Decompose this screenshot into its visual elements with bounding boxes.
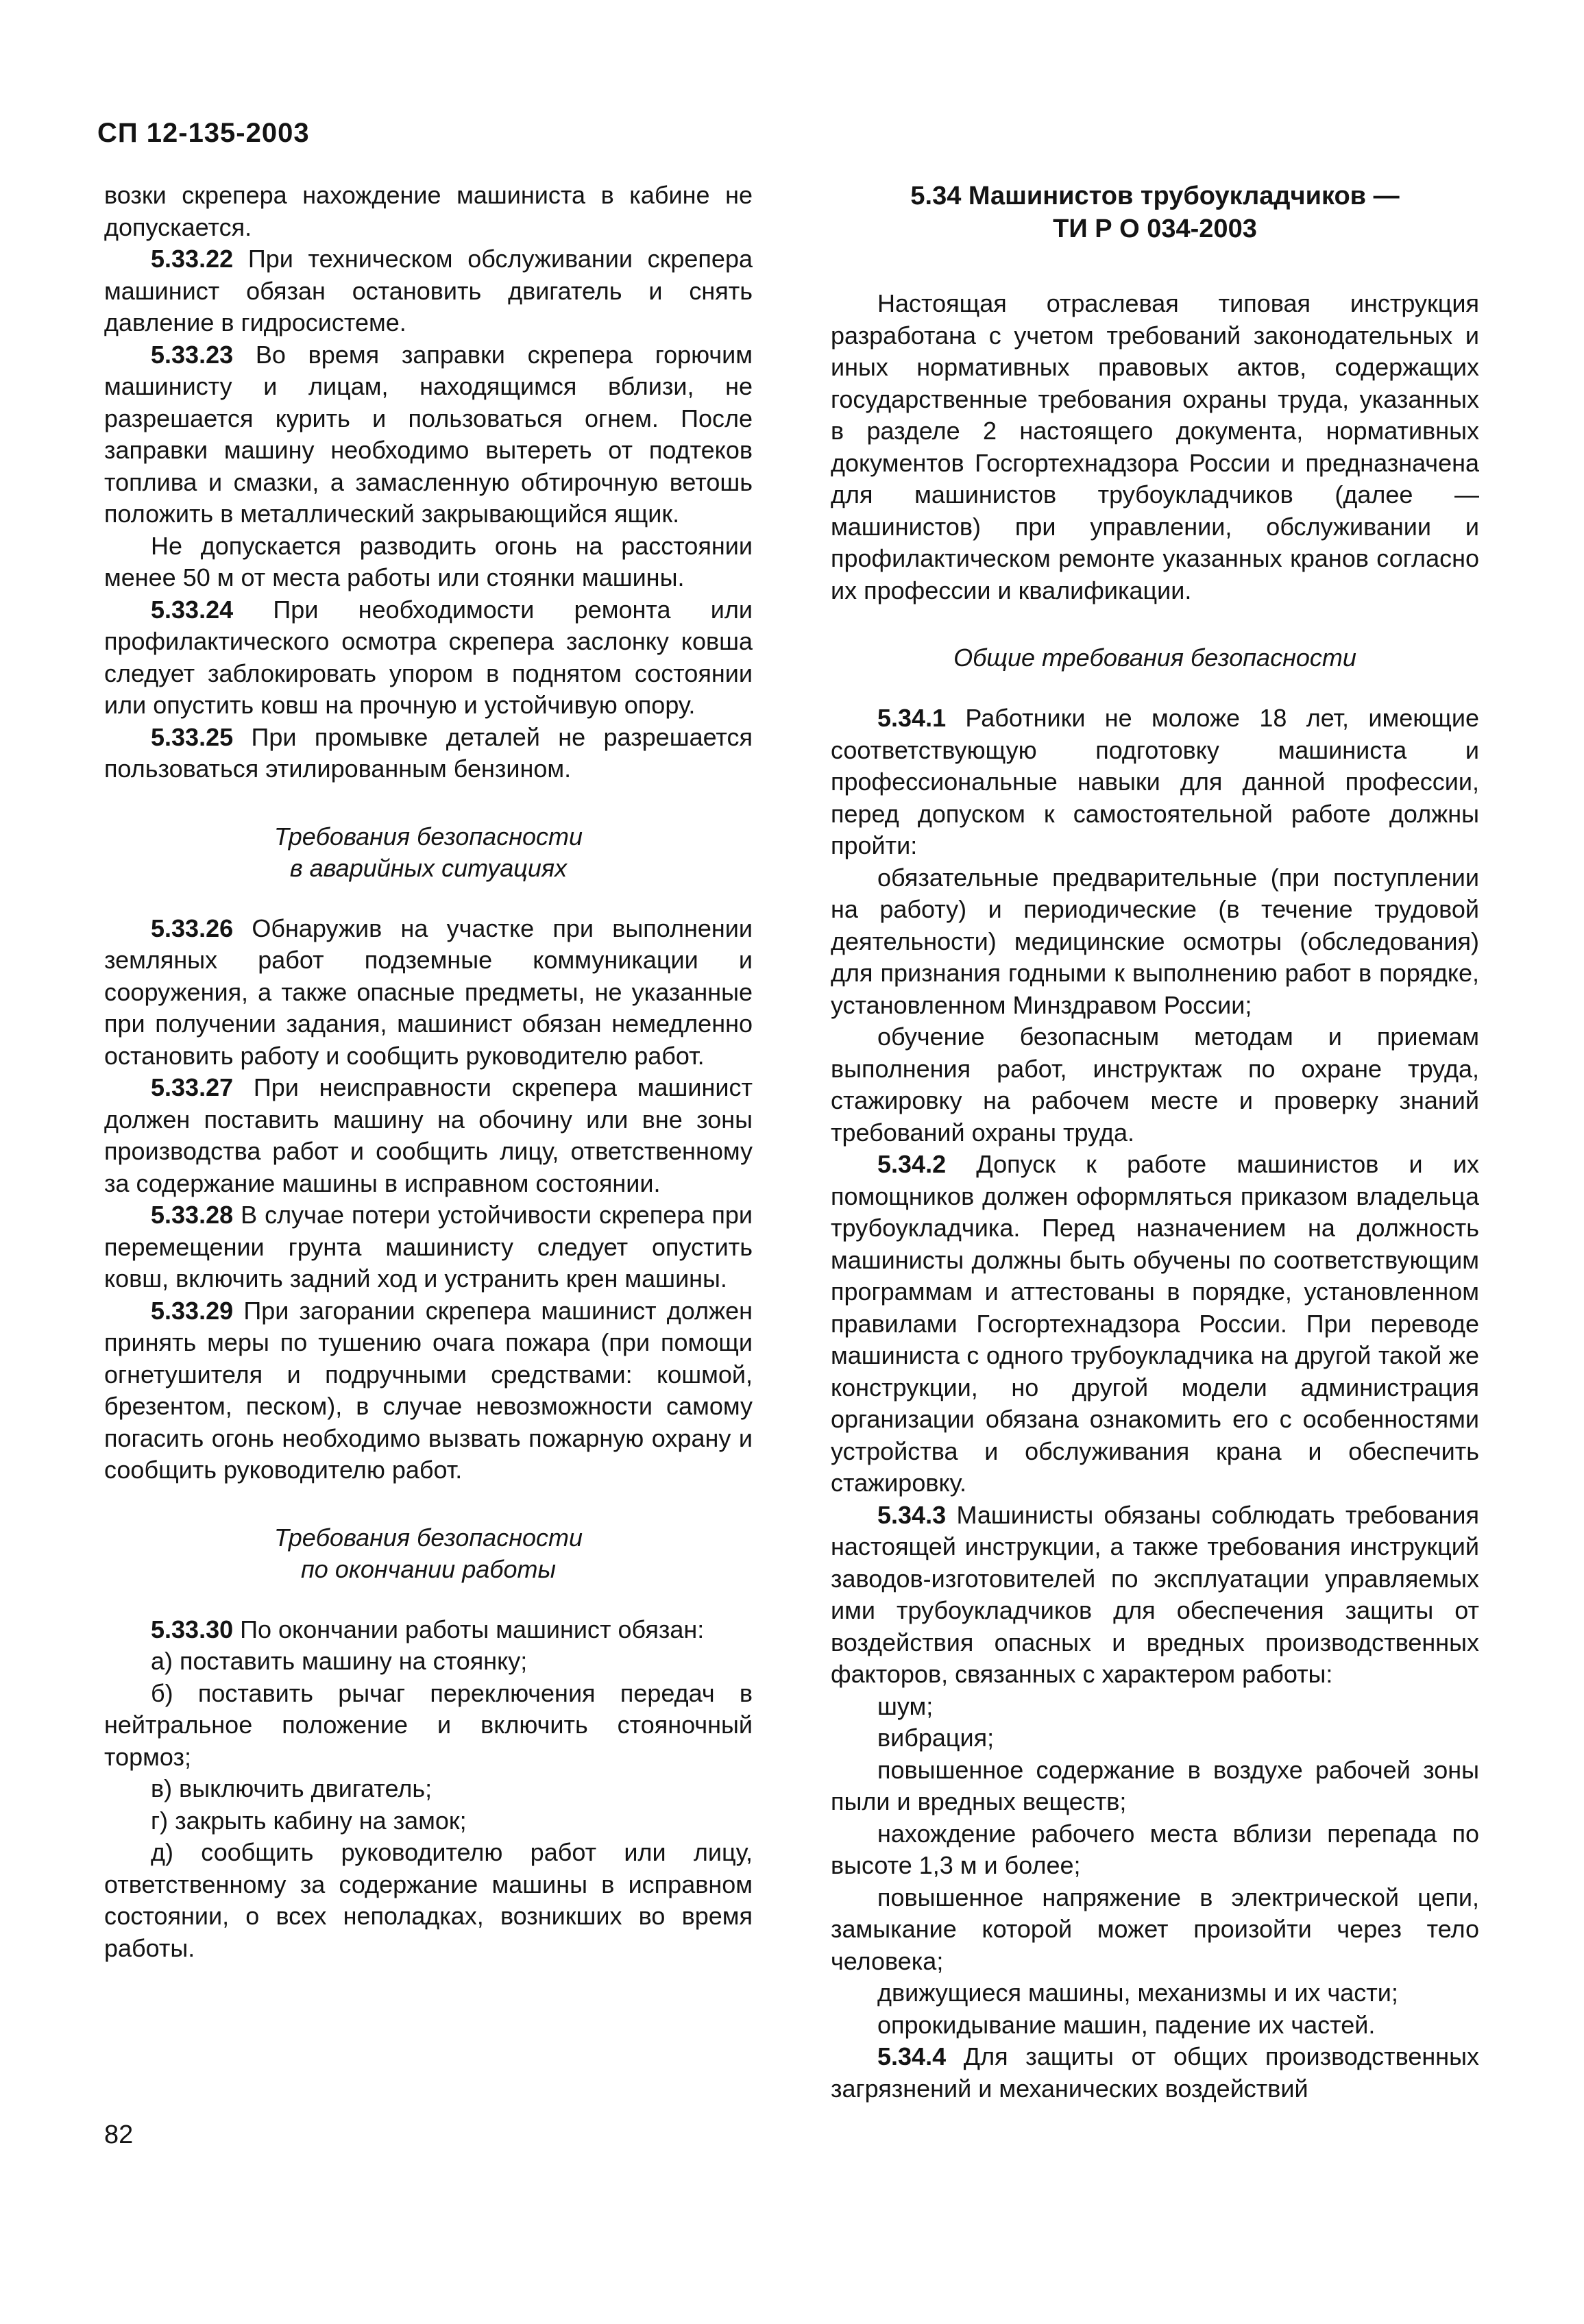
subheading-line: Требования безопасности [273, 822, 583, 851]
clause-text: Работники не моложе 18 лет, имеющие соответствующую подготовку машиниста и профессиональные навыки для данной профессии, перед допуском к самостоятельной работе должны пройти: [831, 704, 1479, 859]
list-item: вибрация; [877, 1724, 995, 1752]
clause-number: 5.33.29 [151, 1296, 234, 1325]
subheading-line: Общие требования безопасности [953, 644, 1356, 672]
list-item: в) выключить двигатель; [151, 1774, 432, 1802]
clause-number: 5.33.28 [151, 1201, 234, 1229]
page-number: 82 [104, 2120, 134, 2149]
clause-number: 5.33.26 [151, 914, 234, 942]
list-item: г) закрыть кабину на замок; [151, 1806, 467, 1835]
clause-text: Обнаружив на участке при выполнении земляных работ подземные коммуникации и сооружения, а также опасные предметы, не указанные при получении задания, машинист обязан немедленно остановить работу и сообщить руководителю работ. [104, 914, 753, 1070]
list-item: повышенное содержание в воздухе рабочей зоны пыли и вредных веществ; [831, 1755, 1479, 1815]
paragraph: возки скрепера нахождение машиниста в кабине не допускается. [104, 181, 753, 241]
list-item: д) сообщить руководителю работ или лицу, ответственному за содержание машины в исправном состоянии, о всех неполадках, возникших во время работы. [104, 1838, 753, 1962]
clause-text: Машинисты обязаны соблюдать требования настоящей инструкции, а также требования инструкций заводов-изготовителей по эксплуатации управляемых ими трубоукладчиков для обеспечения защиты от воздействия опасных и вредных производственных факторов, связанных с характером работы: [831, 1500, 1479, 1688]
paragraph-5-33-25 [104, 722, 753, 785]
paragraph: Не допускается разводить огонь на расстоянии менее 50 м от места работы или стоянки машины. [104, 531, 753, 591]
clause-text: В случае потери устойчивости скрепера при перемещении грунта машинисту следует опустить ковш, включить задний ход и устранить крен машины. [104, 1201, 753, 1293]
subheading-line: по окончании работы [301, 1554, 556, 1583]
subheading-emergency [104, 821, 753, 884]
paragraph-5-33-24 [104, 594, 753, 722]
paragraph: обучение безопасным методам и приемам выполнения работ, инструктаж по охране труда, стажировку на рабочем месте и проверку знаний требований охраны труда. [831, 1023, 1479, 1147]
clause-number: 5.33.24 [151, 595, 234, 624]
list-item: шум; [877, 1691, 934, 1720]
list-item: движущиеся машины, механизмы и их части; [877, 1979, 1398, 2007]
section-title-line: 5.34 Машинистов трубоукладчиков — [910, 182, 1400, 210]
right-column [831, 180, 1479, 2105]
clause-text: По окончании работы машинист обязан: [233, 1615, 705, 1643]
clause-number: 5.34.4 [877, 2042, 947, 2070]
paragraph-5-33-30 [104, 1614, 753, 1646]
clause-text: При промывке деталей не разрешается пользоваться этилированным бензином. [104, 722, 753, 783]
section-title [831, 180, 1479, 245]
paragraph-5-33-27 [104, 1072, 753, 1199]
clause-number: 5.33.22 [151, 245, 234, 273]
subheading-end-of-work [104, 1522, 753, 1585]
paragraph-5-34-2 [831, 1149, 1479, 1500]
list-item: повышенное напряжение в электрической цепи, замыкание которой может произойти через тело человека; [831, 1883, 1479, 1975]
clause-number: 5.33.27 [151, 1073, 234, 1101]
paragraph-5-34-1 [831, 702, 1479, 862]
subheading-line: в аварийных ситуациях [289, 853, 568, 882]
subheading-general [831, 642, 1479, 674]
section-title-line: ТИ Р О 034-2003 [1053, 215, 1257, 243]
left-column [104, 180, 753, 1964]
paragraph-5-33-28 [104, 1199, 753, 1295]
paragraph: Настоящая отраслевая типовая инструкция разработана с учетом требований законодательных и иных нормативных правовых актов, содержащих государственные требования охраны труда, указанных в разделе 2 настоящего документа, нормативных документов Госгортехнадзора России и предназначена для машинистов трубоукладчиков (далее — машинистов) при управлении, обслуживании и профилактическом ремонте указанных кранов согласно их профессии и квалификации. [831, 289, 1479, 604]
clause-number: 5.34.3 [877, 1500, 947, 1529]
list-item: а) поставить машину на стоянку; [151, 1647, 528, 1675]
clause-text: Допуск к работе машинистов и их помощников должен оформляться приказом владельца трубоукладчика. Перед назначением на должность машинисты должны быть обучены по соответствующим программам и аттестованы в порядке, установленном правилами Госгортехнадзора России. При переводе машиниста с одного трубоукладчика на другой такой же конструкции, но другой модели администрация организации обязана ознакомить его с особенностями устройства и обслуживания крана и обеспечить стажировку. [831, 1150, 1479, 1497]
page-header: СП 12-135-2003 [97, 118, 310, 148]
paragraph: обязательные предварительные (при поступлении на работу) и периодические (в течение трудовой деятельности) медицинские осмотры (обследования) для признания годными к выполнению работ в порядке, установленном Минздравом России; [831, 863, 1479, 1019]
clause-text: Во время заправки скрепера горючим машинисту и лицам, находящимся вблизи, не разрешается курить и пользоваться огнем. После заправки машину необходимо вытереть от подтеков топлива и смазки, а замасленную обтирочную ветошь положить в металлический закрывающийся ящик. [104, 340, 753, 528]
list-item: нахождение рабочего места вблизи перепада по высоте 1,3 м и более; [831, 1819, 1479, 1879]
clause-number: 5.34.1 [877, 704, 947, 732]
paragraph-5-34-4 [831, 2041, 1479, 2105]
clause-number: 5.33.23 [151, 340, 234, 369]
list-item: опрокидывание машин, падение их частей. [877, 2010, 1376, 2039]
paragraph-5-33-29 [104, 1295, 753, 1487]
clause-text: Для защиты от общих производственных загрязнений и механических воздействий [831, 2042, 1479, 2103]
clause-text: При техническом обслуживании скрепера машинист обязан остановить двигатель и снять давление в гидросистеме. [104, 245, 753, 337]
clause-text: При неисправности скрепера машинист должен поставить машину на обочину или вне зоны производства работ и сообщить лицу, ответственному за содержание машины в исправном состоянии. [104, 1073, 753, 1197]
clause-text: При необходимости ремонта или профилактического осмотра скрепера заслонку ковша следует заблокировать упором в поднятом состоянии или опустить ковш на прочную и устойчивую опору. [104, 595, 753, 719]
paragraph-5-33-22 [104, 243, 753, 339]
clause-number: 5.33.30 [151, 1615, 234, 1643]
list-item: б) поставить рычаг переключения передач в нейтральное положение и включить стояночный тормоз; [104, 1678, 753, 1771]
paragraph-5-33-23 [104, 339, 753, 530]
clause-number: 5.34.2 [877, 1150, 947, 1178]
subheading-line: Требования безопасности [273, 1523, 583, 1552]
paragraph-5-34-3 [831, 1500, 1479, 1691]
paragraph-5-33-26 [104, 913, 753, 1073]
clause-number: 5.33.25 [151, 722, 234, 751]
clause-text: При загорании скрепера машинист должен принять меры по тушению очага пожара (при помощи огнетушителя и подручными средствами: кошмой, брезентом, песком), в случае невозможности самому погасить огонь необходимо вызвать пожарную охрану и сообщить руководителю работ. [104, 1296, 753, 1484]
